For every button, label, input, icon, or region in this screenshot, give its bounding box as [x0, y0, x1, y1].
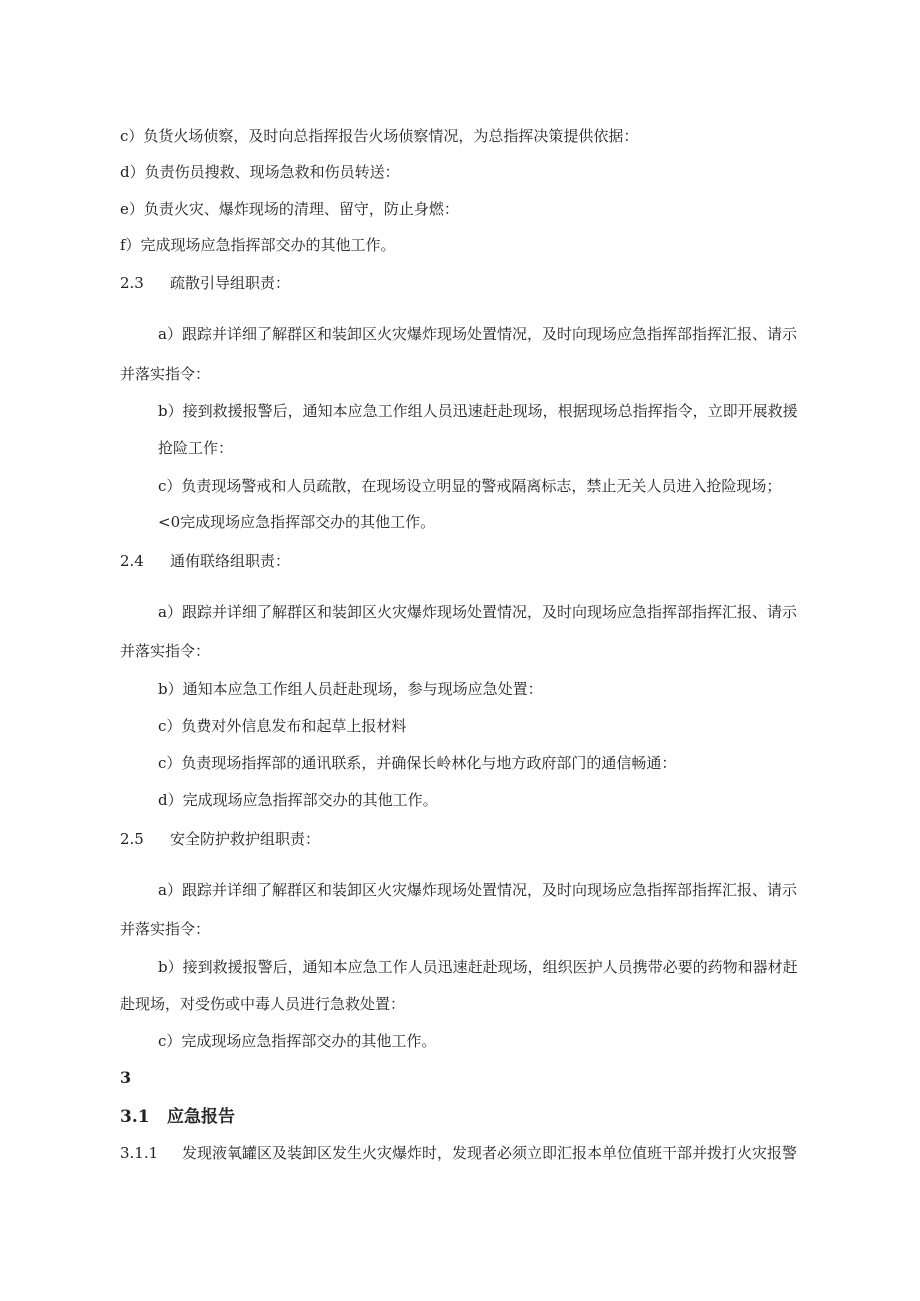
section-title: 疏散引导组职责：: [170, 274, 291, 292]
section-heading-2-5: [120, 829, 320, 849]
paragraph-line: c）完成现场应急指挥部交办的其他工作。: [158, 1032, 437, 1050]
chapter-number: 3: [120, 1068, 132, 1087]
section-number: 3.1: [120, 1107, 150, 1127]
paragraph-line: b）接到救援报警后，通知本应急工作组人员迅速赶赴现场，根据现场总指挥指令，立即开展救援: [158, 402, 798, 420]
section-heading-3-1: [120, 1105, 235, 1129]
section-title: 通侑联络组职责：: [170, 552, 291, 570]
list-item-c: c）负货火场侦察，及时向总指挥报告火场侦察情况，为总指挥决策提供依据：: [120, 127, 639, 145]
section-heading-2-3: [120, 273, 290, 293]
paragraph-line: c）负费对外信息发布和起草上报材料: [158, 717, 407, 735]
paragraph-line: 抢险工作：: [158, 439, 234, 457]
section-number: 2.5: [120, 830, 144, 848]
paragraph-line: b）接到救援报警后，通知本应急工作人员迅速赶赴现场，组织医护人员携带必要的药物和器材赶: [158, 958, 798, 976]
subsection-3-1-1: [120, 1143, 797, 1163]
section-title: 安全防护救护组职责：: [170, 830, 321, 848]
section-heading-2-4: [120, 551, 290, 571]
section-title: 应急报告: [167, 1107, 235, 1127]
subsection-number: 3.1.1: [120, 1144, 159, 1162]
paragraph-line: c）负责现场警戒和人员疏散，在现场设立明显的警戒隔离标志，禁止无关人员进入抢险现场；: [158, 477, 782, 495]
paragraph-line: 并落实指令：: [120, 920, 211, 938]
subsection-text: 发现液氧罐区及装卸区发生火灾爆炸时，发现者必须立即汇报本单位值班干部并拨打火灾报警: [182, 1144, 798, 1162]
paragraph-line: 并落实指令：: [120, 642, 211, 660]
list-item-e: e）负责火灾、爆炸现场的清理、留守，防止身燃：: [120, 200, 459, 218]
paragraph-line: 赴现场，对受伤或中毒人员进行急救处置：: [120, 995, 406, 1013]
list-item-f: f）完成现场应急指挥部交办的其他工作。: [120, 236, 396, 254]
section-number: 2.4: [120, 552, 144, 570]
paragraph-line: b）通知本应急工作组人员赶赴现场，参与现场应急处置：: [158, 680, 543, 698]
paragraph-line: a）跟踪并详细了解群区和装卸区火灾爆炸现场处置情况，及时向现场应急指挥部指挥汇报、请示: [158, 603, 797, 621]
paragraph-line: a）跟踪并详细了解群区和装卸区火灾爆炸现场处置情况，及时向现场应急指挥部指挥汇报、请示: [158, 881, 797, 899]
paragraph-line: 并落实指令：: [120, 365, 211, 383]
paragraph-line: a）跟踪并详细了解群区和装卸区火灾爆炸现场处置情况，及时向现场应急指挥部指挥汇报、请示: [158, 325, 797, 343]
section-number: 2.3: [120, 274, 144, 292]
paragraph-line: d）完成现场应急指挥部交办的其他工作。: [158, 791, 438, 809]
list-item-d: d）负责伤员搜救、现场急救和伤员转送：: [120, 163, 400, 181]
paragraph-line: <0完成现场应急指挥部交办的其他工作。: [158, 513, 436, 531]
paragraph-line: c）负责现场指挥部的通讯联系，并确保长岭林化与地方政府部门的通信畅通：: [158, 754, 677, 772]
